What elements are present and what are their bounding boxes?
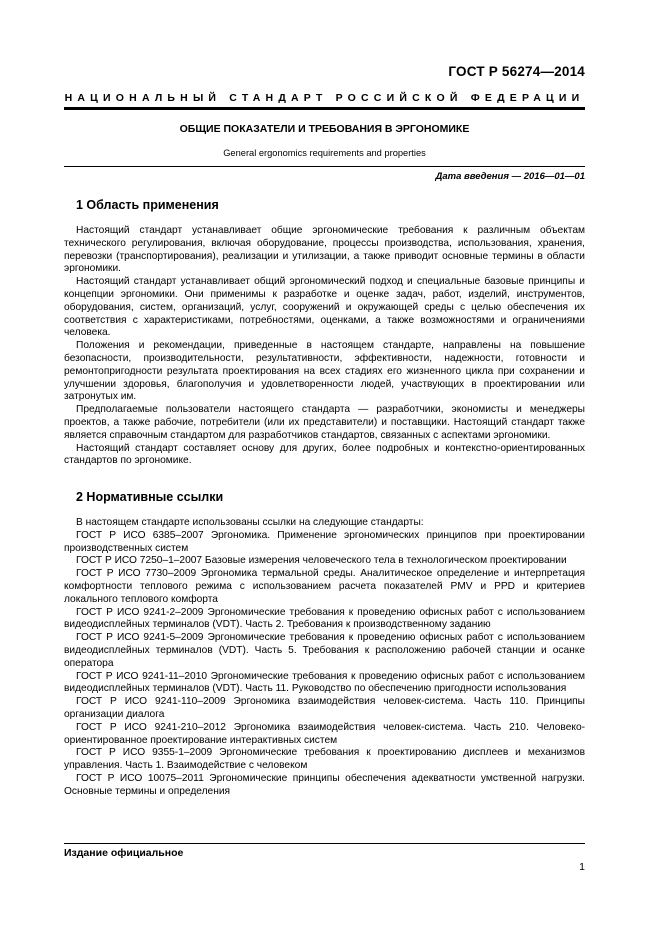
document-title-english: General ergonomics requirements and properties xyxy=(223,148,426,158)
section-2-heading: 2 Нормативные ссылки xyxy=(76,490,224,504)
paragraph: Положения и рекомендации, приведенные в настоящем стандарте, направлены на повышение безопасности, производительности, результативности, эффективности, надежности, готовности и ремонтопригодности результата проектирования на всех стадиях его жизненного цикла при сохранении и улучшении здоровья, благополучия и удовлетворенности людей, участвующих в проектировании или затронутых им. xyxy=(64,340,585,403)
paragraph: Настоящий стандарт устанавливает общий эргономический подход и специальные базовые принципы и концепции эргономики. Они применимы к разработке и оценке задач, работ, изделий, инструментов, оборудования, систем, организаций, услуг, сооружений и окружающей среды с целью обеспечения их соответствия с характеристиками, потребностями, оценками, а также возможностями и ограничениями человека. xyxy=(64,276,585,339)
reference-item: ГОСТ Р ИСО 9241-5–2009 Эргономические требования к проведению офисных работ с использованием видеодисплейных терминалов (VDT). Часть 5. Требования к расположению рабочей станции и осанке оператора xyxy=(64,632,585,669)
reference-item: ГОСТ Р ИСО 9241-110–2009 Эргономика взаимодействия человек-система. Часть 110. Принципы организации диалога xyxy=(64,696,585,720)
section-1-body xyxy=(64,225,585,468)
footer-rule xyxy=(64,843,585,844)
section-2-body xyxy=(64,517,585,799)
national-standard-banner: НАЦИОНАЛЬНЫЙ СТАНДАРТ РОССИЙСКОЙ ФЕДЕРАЦИИ xyxy=(64,92,585,104)
document-title: ОБЩИЕ ПОКАЗАТЕЛИ И ТРЕБОВАНИЯ В ЭРГОНОМИКЕ xyxy=(179,123,470,135)
reference-item: ГОСТ Р ИСО 7250–1–2007 Базовые измерения человеческого тела в технологическом проектировании xyxy=(76,555,567,567)
paragraph: Предполагаемые пользователи настоящего стандарта — разработчики, экономисты и менеджеры проектов, а также рабочие, потребители (или их представители) и поставщики. Настоящий стандарт также является справочным стандартом для разработчиков стандартов, связанных с аспектами эргономики. xyxy=(64,404,585,441)
paragraph: Настоящий стандарт составляет основу для других, более подробных и контекстно-ориентированных стандартов по эргономике. xyxy=(64,442,585,467)
section-1-heading: 1 Область применения xyxy=(76,198,219,212)
reference-item: ГОСТ Р ИСО 10075–2011 Эргономические принципы обеспечения адекватности умственной нагрузки. Основные термины и определения xyxy=(64,772,585,797)
paragraph: Настоящий стандарт устанавливает общие эргономические требования к различным объектам технического регулирования, включая оборудование, процессы производства, использования, хранения, перевозки (транспортирования), реализации и утилизации, а также приводит основные термины в области эргономики. xyxy=(64,225,585,275)
introduction-date: Дата введения — 2016—01—01 xyxy=(435,171,585,182)
title-rule xyxy=(64,166,585,167)
reference-item: ГОСТ Р ИСО 6385–2007 Эргономика. Применение эргономических принципов при проектировании производственных систем xyxy=(64,529,585,554)
reference-item: ГОСТ Р ИСО 9241-210–2012 Эргономика взаимодействия человек-система. Часть 210. Человеко-ориентированное проектирование интерактивных систем xyxy=(64,721,585,746)
page-number: 1 xyxy=(579,861,585,873)
header-rule xyxy=(64,107,585,110)
references-intro: В настоящем стандарте использованы ссылки на следующие стандарты: xyxy=(76,517,424,528)
reference-item: ГОСТ Р ИСО 7730–2009 Эргономика термальной среды. Аналитическое определение и интерпретация комфортности теплового режима с использованием расчета показателей PMV и PPD и критериев локального теплового комфорта xyxy=(64,568,585,605)
reference-item: ГОСТ Р ИСО 9355-1–2009 Эргономические требования к проектированию дисплеев и механизмов управления. Часть 1. Взаимодействие с человеком xyxy=(64,747,585,772)
official-edition-label: Издание официальное xyxy=(64,847,184,859)
reference-item: ГОСТ Р ИСО 9241-2–2009 Эргономические требования к проведению офисных работ с использованием видеодисплейных терминалов (VDT). Часть 2. Требования к производственному заданию xyxy=(64,606,585,631)
reference-item: ГОСТ Р ИСО 9241-11–2010 Эргономические требования к проведению офисных работ с использованием видеодисплейных терминалов (VDT). Часть 11. Руководство по обеспечению пригодности использования xyxy=(64,670,585,695)
standard-number: ГОСТ Р 56274—2014 xyxy=(448,64,585,79)
